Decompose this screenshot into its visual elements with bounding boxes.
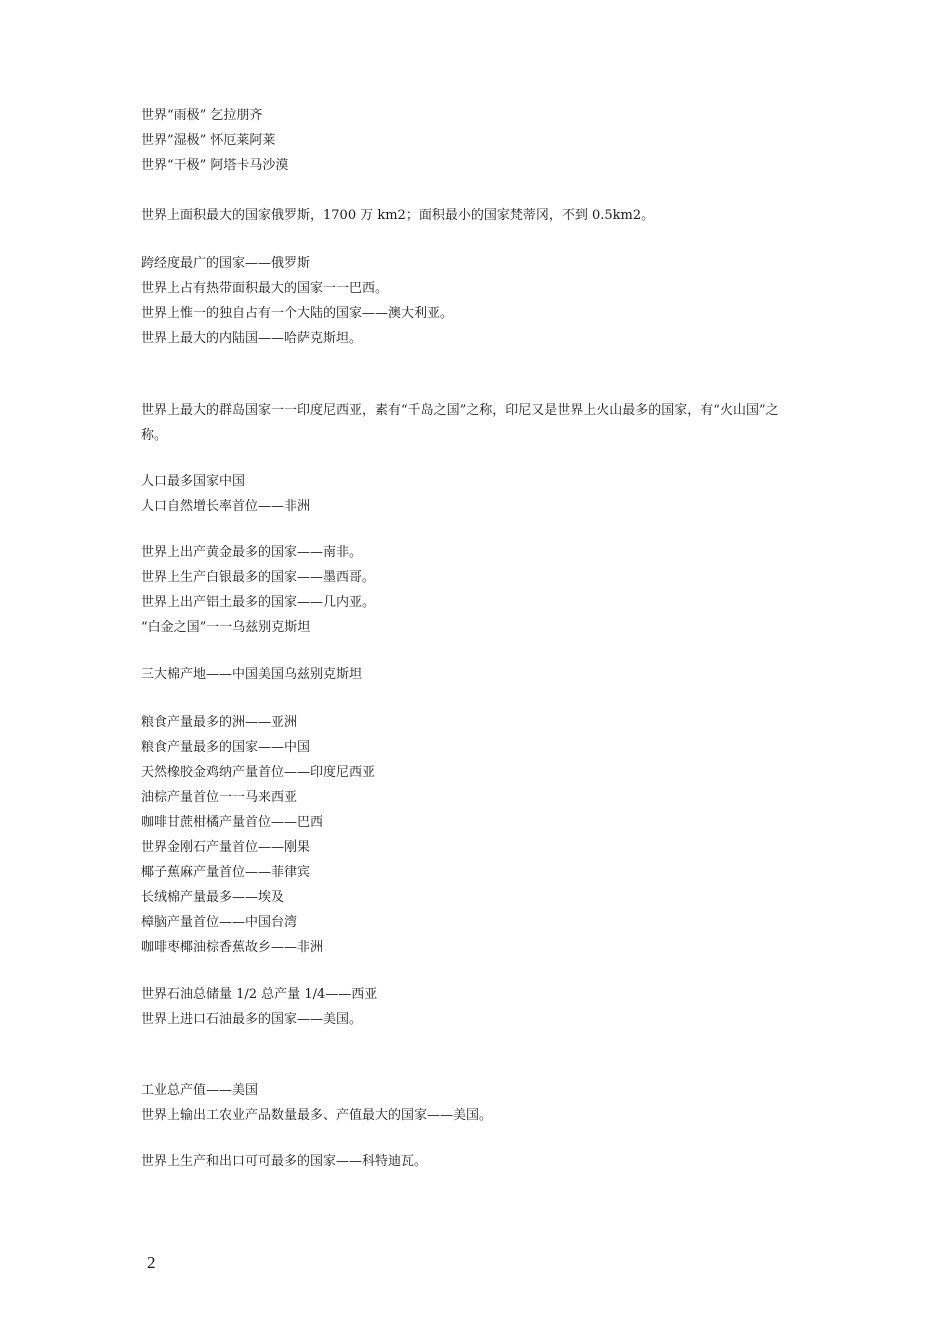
text-line: 油棕产量首位一一马来西亚: [141, 790, 298, 805]
text-line: 世界石油总储量 1/2 总产量 1/4——西亚: [141, 987, 378, 1002]
text-line: 樟脑产量首位——中国台湾: [141, 915, 298, 930]
paragraph-indonesia: [141, 398, 791, 448]
paragraph-cotton: [141, 662, 801, 687]
text-line: 世界上生产和出口可可最多的国家——科特迪瓦。: [141, 1154, 428, 1169]
page-content: [141, 103, 801, 1174]
text-line: 世界上占有热带面积最大的国家一一巴西。: [141, 281, 389, 296]
text-line: 咖啡甘蔗柑橘产量首位——巴西: [141, 815, 324, 830]
page-number: 2: [147, 1253, 156, 1272]
text-line: 世界金刚石产量首位——刚果: [141, 840, 311, 855]
text-line: 椰子蕉麻产量首位——菲律宾: [141, 865, 311, 880]
text-line: 世界上惟一的独自占有一个大陆的国家——澳大利亚。: [141, 306, 454, 321]
text-line: 世界上输出工农业产品数量最多、产值最大的国家——美国。: [141, 1108, 493, 1123]
paragraph-area: [141, 203, 801, 228]
text-line: 世界“干极” 阿塔卡马沙漠: [141, 158, 289, 173]
text-line: 粮食产量最多的洲——亚洲: [141, 715, 298, 730]
text-line: 世界上进口石油最多的国家——美国。: [141, 1012, 363, 1027]
paragraph-climate-extremes: [141, 103, 801, 178]
text-line: 人口最多国家中国: [141, 474, 246, 489]
paragraph-minerals: [141, 540, 801, 640]
paragraph-industry: [141, 1078, 801, 1128]
text-line: 世界上出产黄金最多的国家——南非。: [141, 545, 363, 560]
text-line: 长绒棉产量最多——埃及: [141, 890, 285, 905]
text-line: 世界”湿极” 怀厄莱阿莱: [141, 133, 276, 148]
text-line: 人口自然增长率首位——非洲: [141, 499, 311, 514]
text-line: 世界“雨极” 乞拉朋齐: [141, 108, 263, 123]
text-line: 跨经度最广的国家——俄罗斯: [141, 256, 311, 271]
text-line: 世界上最大的群岛国家一一印度尼西亚，素有“千岛之国”之称，印尼又是世界上火山最多的国家，有“火山国”之称。: [141, 403, 779, 443]
text-line: 世界上最大的内陆国——哈萨克斯坦。: [141, 331, 363, 346]
text-line: 粮食产量最多的国家——中国: [141, 740, 311, 755]
paragraph-agriculture: [141, 710, 801, 960]
paragraph-cocoa: [141, 1149, 801, 1174]
text-line: 咖啡枣椰油棕香蕉故乡——非洲: [141, 940, 324, 955]
text-line: 工业总产值——美国: [141, 1083, 259, 1098]
text-line: 世界上面积最大的国家俄罗斯，1700 万 km2；面积最小的国家梵蒂冈，不到 0.5km2。: [141, 208, 655, 223]
text-line: 世界上生产白银最多的国家——墨西哥。: [141, 570, 376, 585]
paragraph-countries: [141, 251, 801, 351]
paragraph-oil: [141, 982, 801, 1032]
text-line: 天然橡胶金鸡纳产量首位——印度尼西亚: [141, 765, 376, 780]
paragraph-population: [141, 469, 801, 519]
text-line: 三大棉产地——中国美国乌兹别克斯坦: [141, 667, 363, 682]
text-line: “白金之国”一一乌兹别克斯坦: [141, 620, 311, 635]
text-line: 世界上出产铝土最多的国家——几内亚。: [141, 595, 376, 610]
